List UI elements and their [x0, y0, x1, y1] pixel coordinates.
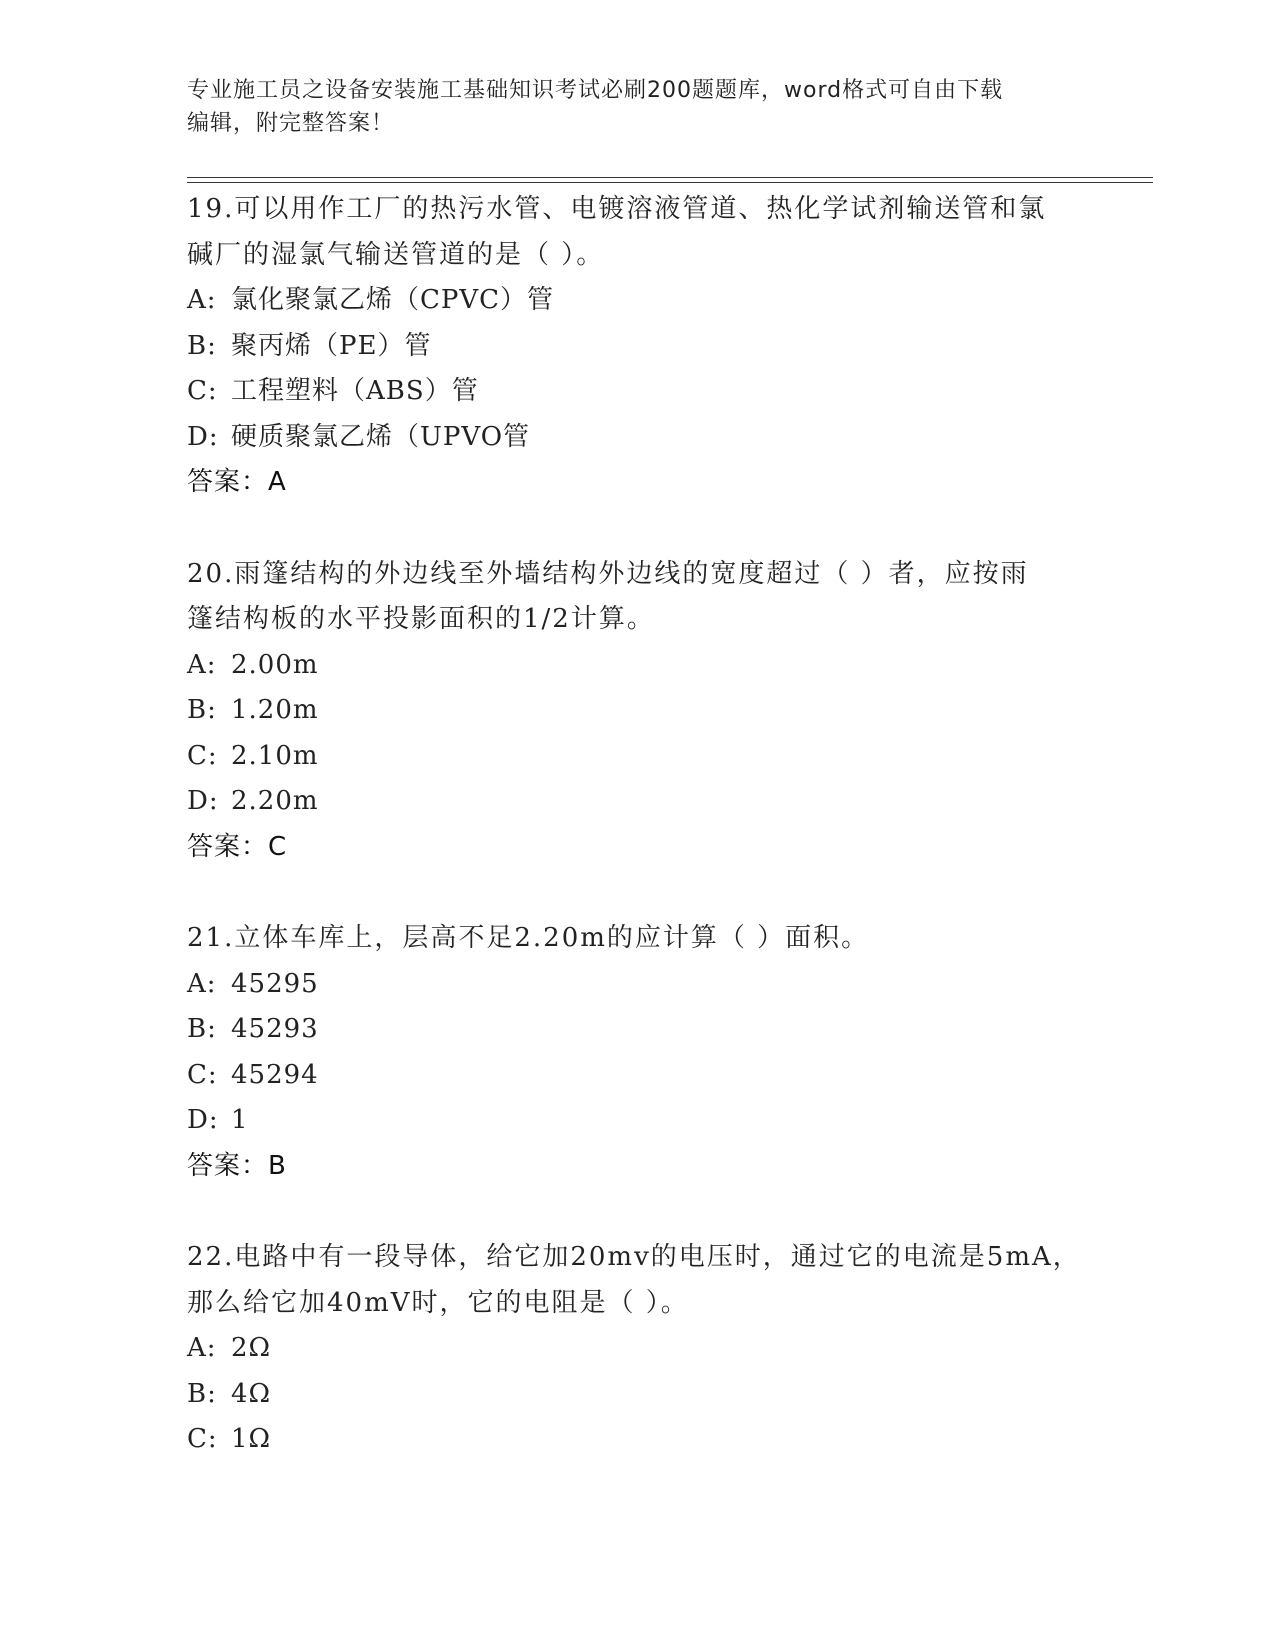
question-stem-line: 22.电路中有一段导体，给它加20mv的电压时，通过它的电流是5mA，: [187, 1242, 1081, 1272]
question-stem-line: 19.可以用作工厂的热污水管、电镀溶液管道、热化学试剂输送管和氯: [187, 194, 1047, 224]
question-stem-line: 20.雨篷结构的外边线至外墙结构外边线的宽度超过（ ）者，应按雨: [187, 558, 1029, 589]
option-b: [187, 1007, 1147, 1053]
option-text: 工程塑料（ABS）管: [231, 376, 479, 406]
option-key: A:: [187, 285, 217, 315]
option-key: C:: [187, 376, 218, 406]
option-d: [187, 779, 1147, 825]
option-b: [187, 1372, 1147, 1418]
option-key: B:: [187, 1378, 217, 1409]
header-title-line-2: 编辑，附完整答案！: [187, 111, 395, 136]
option-text: 2.20m: [231, 786, 319, 816]
option-key: D:: [187, 786, 219, 816]
option-text: 45294: [231, 1059, 319, 1090]
option-a: [187, 643, 1147, 689]
question-22: [187, 1235, 1147, 1463]
question-20: [187, 552, 1147, 871]
answer-line: 答案：A: [187, 467, 287, 497]
header-title-line-1: 专业施工员之设备安装施工基础知识考试必刷200题题库，word格式可自由下载: [187, 78, 1004, 103]
option-text: 2.10m: [231, 740, 319, 771]
option-key: D:: [187, 421, 219, 452]
option-a: [187, 278, 1147, 324]
option-key: B:: [187, 1014, 217, 1044]
option-c: [187, 734, 1147, 780]
option-key: C:: [187, 1424, 218, 1454]
header-divider-bottom: [187, 182, 1153, 183]
option-a: [187, 1326, 1147, 1372]
option-c: [187, 1053, 1147, 1099]
option-key: A:: [187, 1333, 217, 1363]
question-21: [187, 916, 1147, 1189]
option-key: C:: [187, 740, 218, 771]
answer-line: 答案：B: [187, 1150, 287, 1181]
option-d: [187, 415, 1147, 461]
option-text: 2Ω: [231, 1333, 272, 1363]
option-key: B:: [187, 330, 217, 361]
option-text: 硬质聚氯乙烯（UPVO管: [231, 421, 531, 452]
question-stem-line: 21.立体车库上，层高不足2.20m的应计算（ ）面积。: [187, 923, 870, 953]
option-text: 2.00m: [231, 649, 319, 680]
option-text: 1.20m: [231, 695, 319, 725]
document-header: [187, 74, 1087, 140]
question-list: [187, 187, 1147, 1509]
option-key: C:: [187, 1059, 218, 1090]
option-d: [187, 1098, 1147, 1144]
option-key: D:: [187, 1105, 219, 1135]
option-text: 1: [231, 1105, 249, 1135]
option-c: [187, 1417, 1147, 1463]
option-b: [187, 688, 1147, 734]
question-19: [187, 187, 1147, 506]
option-b: [187, 324, 1147, 370]
option-key: A:: [187, 649, 217, 680]
option-text: 4Ω: [231, 1378, 272, 1409]
option-key: B:: [187, 695, 217, 725]
option-text: 1Ω: [231, 1424, 272, 1454]
header-divider-top: [187, 177, 1153, 178]
answer-line: 答案：C: [187, 831, 288, 862]
option-text: 聚丙烯（PE）管: [231, 330, 432, 361]
option-text: 45295: [231, 968, 319, 999]
question-stem-line: 碱厂的湿氯气输送管道的是（ ）。: [187, 239, 605, 270]
option-text: 45293: [231, 1014, 319, 1044]
question-stem-line: 篷结构板的水平投影面积的1/2计算。: [187, 604, 655, 634]
option-c: [187, 369, 1147, 415]
question-stem-line: 那么给它加40mV时，它的电阻是（ ）。: [187, 1287, 689, 1318]
option-text: 氯化聚氯乙烯（CPVC）管: [231, 285, 555, 315]
option-a: [187, 962, 1147, 1008]
option-key: A:: [187, 968, 217, 999]
